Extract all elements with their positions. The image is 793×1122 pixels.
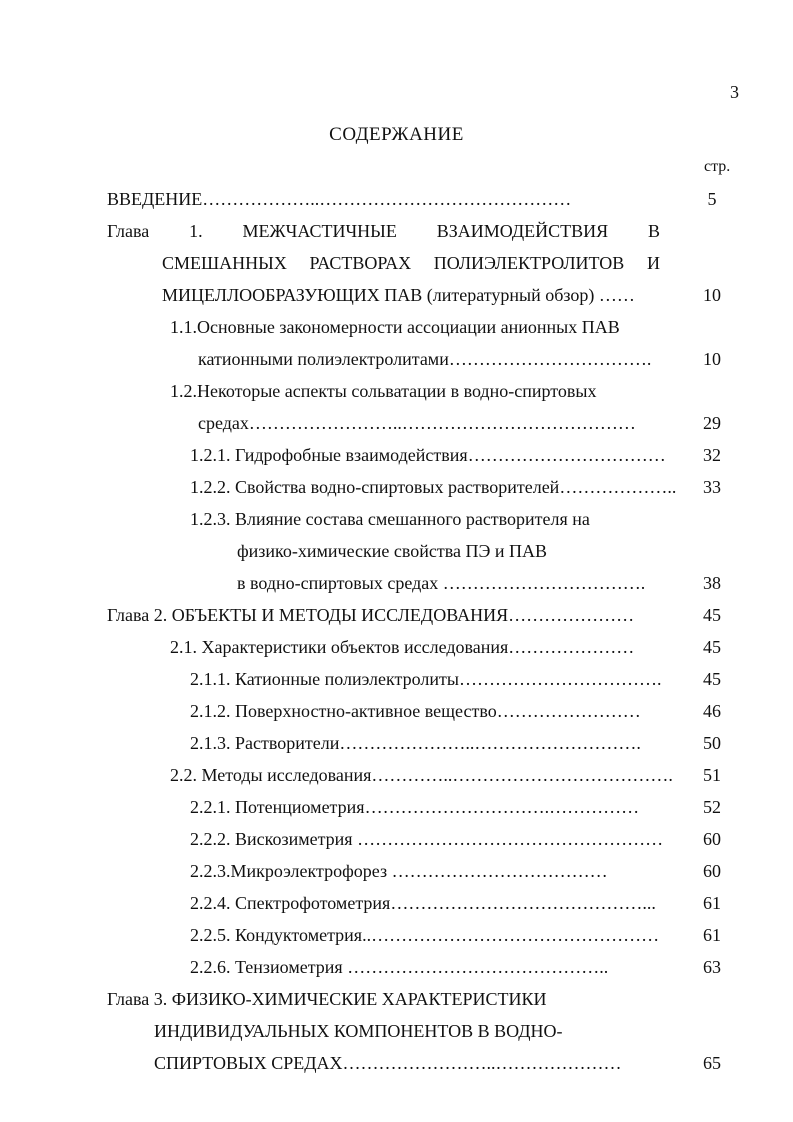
toc-page-number: 60 — [703, 861, 721, 881]
toc-page-number: 38 — [703, 573, 721, 593]
page-number: 3 — [730, 82, 739, 102]
toc-page-number: 61 — [703, 925, 721, 945]
toc-entry: катионными полиэлектролитами……………………………. — [198, 349, 652, 369]
toc-page-number: 65 — [703, 1053, 721, 1073]
toc-title: СОДЕРЖАНИЕ — [329, 124, 464, 145]
toc-entry: 2.1.2. Поверхностно-активное вещество…………………… — [190, 701, 641, 721]
toc-page-number: 50 — [703, 733, 721, 753]
toc-page-number: 10 — [703, 285, 721, 305]
toc-page-number: 51 — [703, 765, 721, 785]
toc-entry: МИЦЕЛЛООБРАЗУЮЩИХ ПАВ (литературный обзор) …… — [162, 285, 635, 305]
toc-page-number: 45 — [703, 605, 721, 625]
toc-page-number: 5 — [707, 189, 717, 209]
toc-page-number: 60 — [703, 829, 721, 849]
toc-entry: в водно-спиртовых средах ……………………………. — [237, 573, 646, 593]
toc-entry: ИНДИВИДУАЛЬНЫХ КОМПОНЕНТОВ В ВОДНО- — [154, 1021, 563, 1041]
toc-entry: СПИРТОВЫХ СРЕДАХ……………………..………………… — [154, 1053, 622, 1073]
toc-page-number: 63 — [703, 957, 721, 977]
toc-page-number: 52 — [703, 797, 721, 817]
toc-entry: Глава 1. МЕЖЧАСТИЧНЫЕ ВЗАИМОДЕЙСТВИЯ В — [107, 221, 660, 241]
toc-entry: средах……………………..………………………………… — [198, 413, 636, 433]
toc-entry: 2.2. Методы исследования…………..………………………………. — [170, 765, 673, 785]
toc-entry: 2.2.1. Потенциометрия………………………….…………… — [190, 797, 640, 817]
toc-page-number: 10 — [703, 349, 721, 369]
toc-entry: 2.2.6. Тензиометрия …………………………………….. — [190, 957, 609, 977]
toc-page-number: 45 — [703, 669, 721, 689]
toc-page-number: 45 — [703, 637, 721, 657]
toc-entry: 2.2.2. Вискозиметрия …………………………………………… — [190, 829, 664, 849]
page-column-header: стр. — [704, 158, 731, 175]
toc-page-number: 29 — [703, 413, 721, 433]
toc-entry: Глава 3. ФИЗИКО-ХИМИЧЕСКИЕ ХАРАКТЕРИСТИКИ — [107, 989, 547, 1009]
toc-page-number: 61 — [703, 893, 721, 913]
toc-entry: физико-химические свойства ПЭ и ПАВ — [237, 541, 547, 561]
toc-entry: 1.2.1. Гидрофобные взаимодействия…………………………… — [190, 445, 666, 465]
toc-entry: 1.2.3. Влияние состава смешанного растворителя на — [190, 509, 590, 529]
toc-page-number: 46 — [703, 701, 721, 721]
toc-entry: 2.2.4. Спектрофотометрия……………………………………... — [190, 893, 656, 913]
toc-entry: Глава 2. ОБЪЕКТЫ И МЕТОДЫ ИССЛЕДОВАНИЯ………………… — [107, 605, 635, 625]
toc-entry: ВВЕДЕНИЕ………………..…………………………………… — [107, 189, 572, 209]
toc-entry: 1.1.Основные закономерности ассоциации анионных ПАВ — [170, 317, 620, 337]
toc-entry: 1.2.Некоторые аспекты сольватации в водно-спиртовых — [170, 381, 597, 401]
toc-entry: 2.1.1. Катионные полиэлектролиты……………………………. — [190, 669, 662, 689]
toc-page-number: 33 — [703, 477, 721, 497]
toc-page-number: 32 — [703, 445, 721, 465]
toc-entry: 2.2.5. Кондуктометрия..………………………………………… — [190, 925, 660, 945]
toc-entry: 2.2.3.Микроэлектрофорез ……………………………… — [190, 861, 608, 881]
toc-entry: 1.2.2. Свойства водно-спиртовых растворителей……………….. — [190, 477, 677, 497]
toc-entry: СМЕШАННЫХ РАСТВОРАХ ПОЛИЭЛЕКТРОЛИТОВ И — [162, 253, 660, 273]
toc-entry: 2.1.3. Растворители…………………..………………………. — [190, 733, 641, 753]
toc-entry: 2.1. Характеристики объектов исследования………………… — [170, 637, 635, 657]
